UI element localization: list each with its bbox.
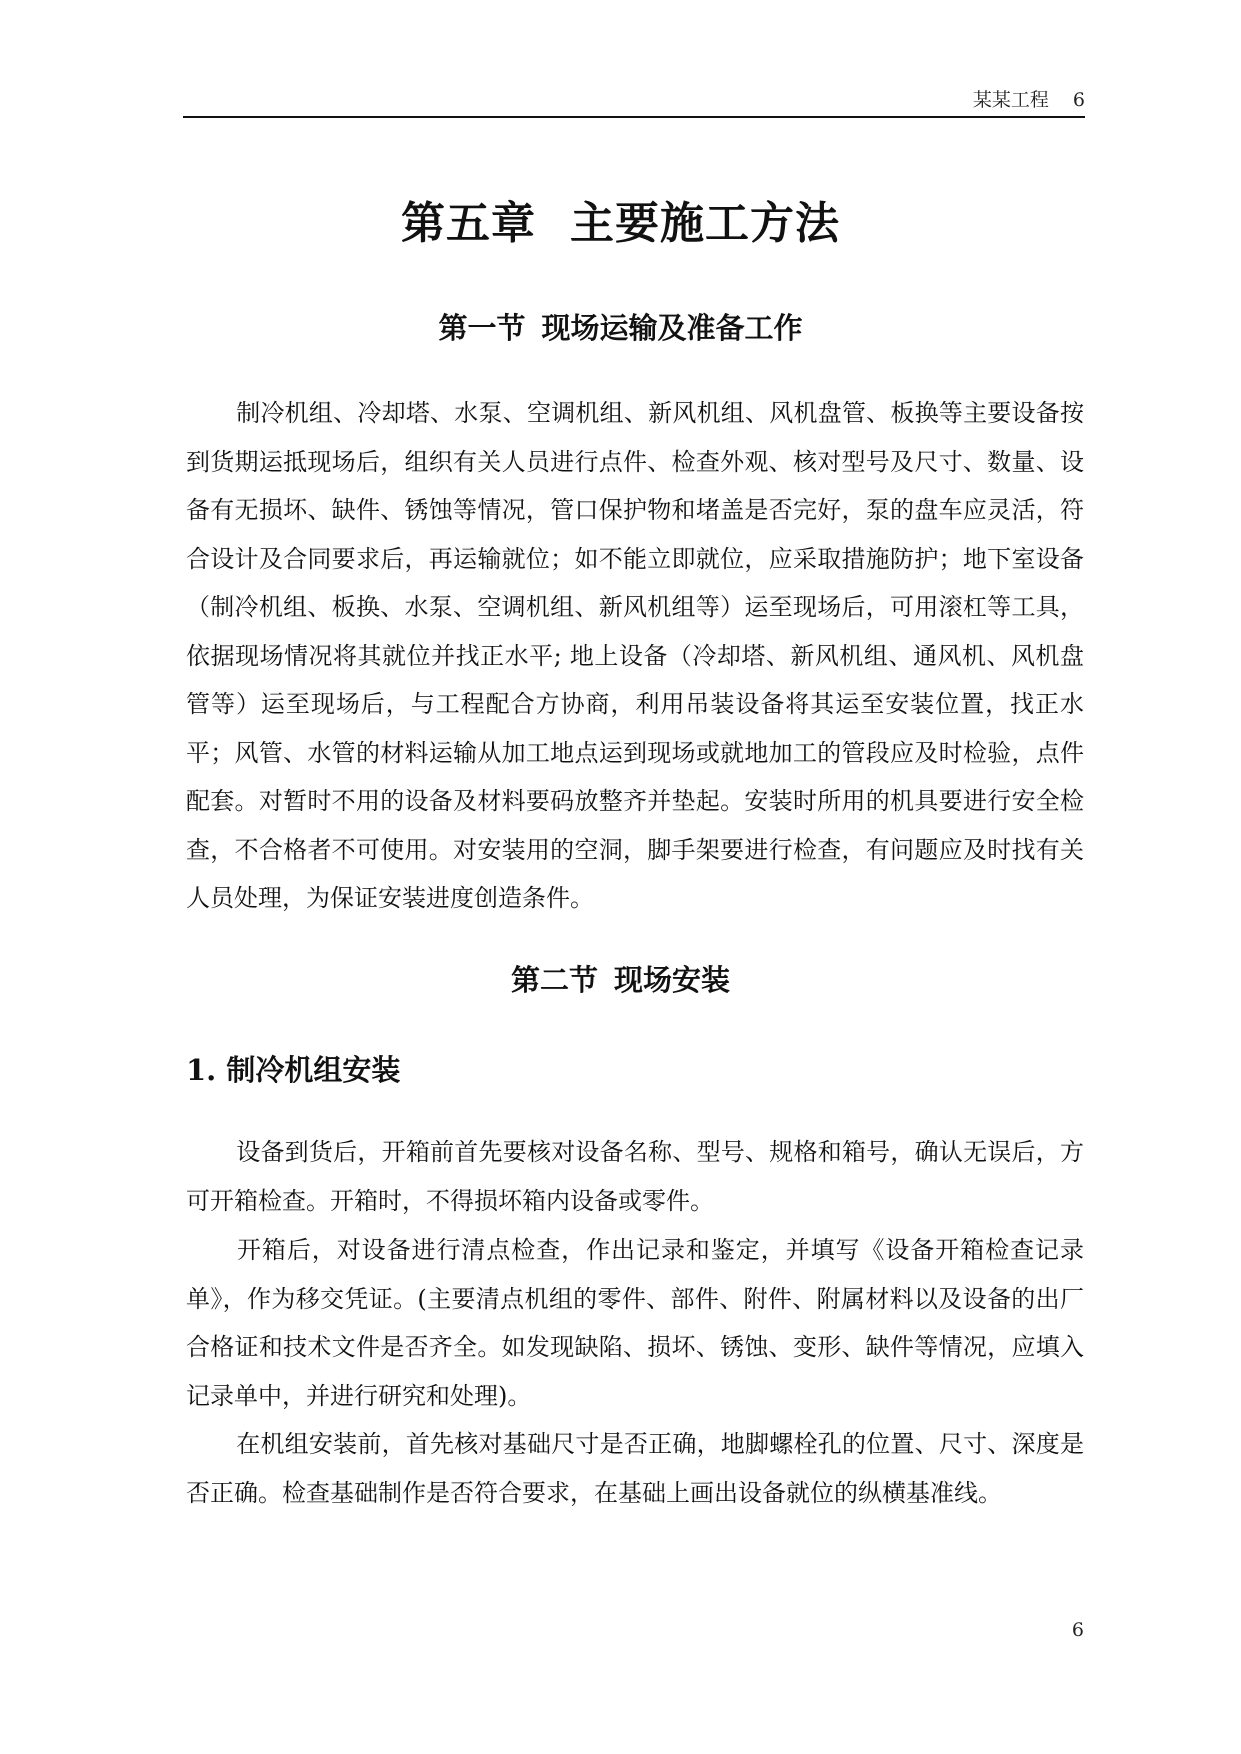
page-header xyxy=(183,88,1085,118)
section-2-paragraph-2-text: 开箱后，对设备进行清点检查，作出记录和鉴定，并填写《设备开箱检查记录单》，作为移交凭证。(主要清点机组的零件、部件、附件、附属材料以及设备的出厂合格证和技术文件是否齐全。如发现缺陷、损坏、锈蚀、变形、缺件等情况，应填入记录单中，并进行研究和处理)。 xyxy=(186,1236,1084,1410)
section-2-paragraph-3-text: 在机组安装前，首先核对基础尺寸是否正确，地脚螺栓孔的位置、尺寸、深度是否正确。检查基础制作是否符合要求，在基础上画出设备就位的纵横基准线。 xyxy=(186,1430,1084,1507)
header-title: 某某工程 xyxy=(972,89,1049,111)
chapter-title xyxy=(0,196,1241,252)
section-title-2 xyxy=(0,960,1241,1000)
section-title-1 xyxy=(0,308,1241,348)
section-2-paragraph-1 xyxy=(186,1128,1084,1225)
chapter-number-label: 第五章 xyxy=(401,198,536,249)
section-1-number-label: 第一节 xyxy=(438,311,526,345)
section-2-paragraph-1-text: 设备到货后，开箱前首先要核对设备名称、型号、规格和箱号，确认无误后，方可开箱检查。开箱时，不得损坏箱内设备或零件。 xyxy=(186,1138,1084,1215)
section-1-paragraph xyxy=(186,389,1084,923)
subsection-number: 1. xyxy=(186,1053,217,1087)
subsection-title xyxy=(186,1050,400,1090)
chapter-title-text: 主要施工方法 xyxy=(570,198,840,249)
section-2-number-label: 第二节 xyxy=(510,963,598,997)
section-1-title-text: 现场运输及准备工作 xyxy=(541,311,803,345)
section-2-paragraph-3 xyxy=(186,1420,1084,1517)
footer-page-number: 6 xyxy=(1071,1619,1084,1641)
section-2-paragraph-2 xyxy=(186,1226,1084,1420)
section-1-paragraph-text: 制冷机组、冷却塔、水泵、空调机组、新风机组、风机盘管、板换等主要设备按到货期运抵现场后，组织有关人员进行点件、检查外观、核对型号及尺寸、数量、设备有无损坏、缺件、锈蚀等情况，管口保护物和堵盖是否完好，泵的盘车应灵活，符合设计及合同要求后，再运输就位；如不能立即就位，应采取措施防护；地下室设备（制冷机组、板换、水泵、空调机组、新风机组等）运至现场后，可用滚杠等工具，依据现场情况将其就位并找正水平; 地上设备（冷却塔、新风机组、通风机、风机盘管等）运至现场后，与工程配合方协商，利用吊装设备将其运至安装位置，找正水平；风管、水管的材料运输从加工地点运到现场或就地加工的管段应及时检验，点件配套。对暂时不用的设备及材料要码放整齐并垫起。安装时所用的机具要进行安全检查，不合格者不可使用。对安装用的空洞，脚手架要进行检查，有问题应及时找有关人员处理，为保证安装进度创造条件。 xyxy=(186,399,1084,912)
section-2-title-text: 现场安装 xyxy=(614,963,731,997)
header-text xyxy=(973,88,1085,112)
header-page-number: 6 xyxy=(1072,89,1085,111)
subsection-title-text: 制冷机组安装 xyxy=(226,1053,401,1087)
